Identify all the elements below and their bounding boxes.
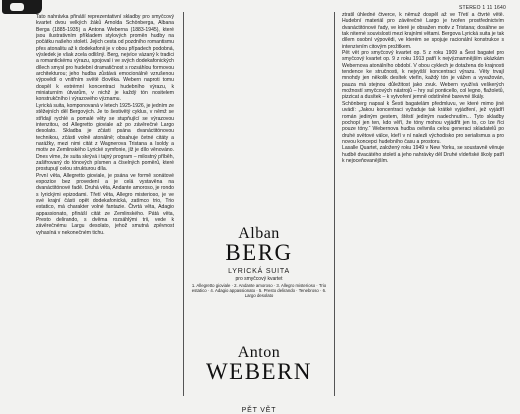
left-paragraph: Tato nahrávka přináší reprezentativní skladby pro smyčcový kvartet dvou velkých žáků Arnolda Schönberga, Albana Berga (1885-1935) a Antona Weberna (1883-1945), které jsou ilustrativním příkladem stylových proměn hudby na počátku našeho století. Jejich cesta od pozdního romantismu přes atonalitu až k dodekafonii je v obou případech podobná, výsledek je však zcela odlišný. Berg, nejvíce vázaný k tradici a romantickému výrazu, spojoval i ve svých dodekafonických dílech smysl pro hudební dramatičnost s rozsáhlou formovou architekturou; jeho hudba zůstává emocionálně vzrušenou výpovědí o vnitřním světě člověka. Webern naproti tomu dospěl k extrémní koncentraci hudebního výrazu, k miniaturním útvarům, v nichž je každý tón nositelem konstrukčního i výrazového významu.: [36, 14, 174, 103]
work2-title: PĚT VĚT: [241, 407, 277, 414]
label-logo: [2, 0, 42, 14]
work1-movements: [190, 283, 328, 299]
right-paragraph: Lasalle Quartet, založený roku 1949 v New Yorku, se soustavně věnuje hudbě dvacátého století a jeho nahrávky děl Druhé vídeňské školy patří k nejoceňovanějším.: [342, 145, 504, 164]
work1-subtitle: pro smyčcový kvartet: [235, 276, 283, 282]
right-paragraph: Schönberg napsal k Šesti bagatelám předmluvu, ve které mimo jiné uvádí: „Jakou koncentraci vyžaduje tak krátké vyjádření, jež vyjádří román jediným gestem, štěstí jediným nadechnutím... Tyto skladby pochopí jen ten, kdo věří, že tóny mohou vyjádřit jen to, co lze říci pouze tóny.“ Webernova hudba ovlivnila celou generaci skladatelů po druhé světové válce, kteří v ní nalezli východisko pro serialismus a pro novou koncepci hudebního času a prostoru.: [342, 100, 504, 145]
title-panel: [186, 12, 332, 414]
left-paragraph: Lyrická suita, komponovaná v letech 1925-1926, je jedním ze stěžejních děl Bergových. Je to šestivětý cyklus, v němž se střídají rychlé a pomalé věty se stupňující se výrazovou intenzitou, od Allegretto gioviale až po závěrečné Largo desolato. Skladba je zčásti psána dvanáctitónovou technikou, zčásti volně atonálně; obsahuje četné citáty a narážky, mezi nimi citát z Wagnerova Tristana a Isoldy a motiv ze Zemlinského Lyrické symfonie, jíž je dílo věnováno. Dnes víme, že suita skrývá i tajný program – milostný příběh, zašifrovaný do tónových písmen a číselných poměrů, které prostupují celou strukturou díla.: [36, 102, 174, 173]
composer1-last-name: BERG: [225, 240, 293, 265]
composer2-last-name: WEBERN: [205, 359, 313, 384]
composer1-first-name: Alban: [238, 225, 280, 242]
left-text-column: [36, 14, 174, 398]
right-paragraph: ztratil úhledné čtverce, k němuž dospěl až ve Třetí a čtvrté větě. Hudební materiál pro závěrečné Largo je tvořen prostřednictvím dvanáctitónové řady, ve které je obsažen motiv z Tristana; dosáhne se tak niterné souvislosti mezi krajními větami. Bergova Lyrická suita je tak dílem osobní výpovědi, ve kterém se spojuje racionální konstrukce s intenzivním citovým prožitkem.: [342, 12, 504, 50]
work1-title: LYRICKÁ SUITA: [228, 268, 290, 275]
left-paragraph: První věta, Allegretto gioviale, je psána ve formě sonátové expozice bez provedení a je celá vystavěna na dvanáctitónové řadě. Druhá věta, Andante amoroso, je rondo s lyrickými epizodami. Třetí věta, Allegro misterioso, je ve své krajní části opět dodekafonická, zatímco trio, Trio estatico, má charakter volné fantazie. Čtvrtá věta, Adagio appassionato, přináší citát ze Zemlinského. Pátá věta, Presto delirando, s dvěma rozsáhlými trii, vede k závěrečnému Largu desolato, jehož smutná zpěvnost vyhasíná v nekonečném tichu.: [36, 172, 174, 236]
right-paragraph: Pět vět pro smyčcový kvartet op. 5 z roku 1909 a Šest bagatel pro smyčcový kvartet op. 9 z roku 1913 patří k nejvýznamnějším ukázkám Webernova atonálního období. V obou cyklech je dotažena do krajnosti tendence ke stručnosti, k nejvyšší koncentraci výrazu. Věty trvají mnohdy jen několik desítek vteřin, každý tón je vážen a vyvažován, pauza má stejnou důležitost jako zvuk. Webern využívá veškerých možností smyčcových nástrojů – hry sul ponticello, col legno, flažoletů, pizzicat a dusítek – k vytvoření jemně odstíněné barevné škály.: [342, 50, 504, 101]
catalog-number: STEREO 1 11 1640: [458, 5, 506, 11]
composer2-first-name: Anton: [237, 344, 281, 361]
right-text-column: [342, 12, 504, 398]
movements-line: 1. Allegretto gioviale · 2. Andante amoroso · 3. Allegro misterioso · Trio estatico · 4. Adagio appassionato · 5. Presto delirando · Tenebroso · 6. Largo desolato: [191, 283, 327, 299]
column-divider-right: [334, 12, 335, 396]
column-divider-left: [183, 12, 184, 396]
